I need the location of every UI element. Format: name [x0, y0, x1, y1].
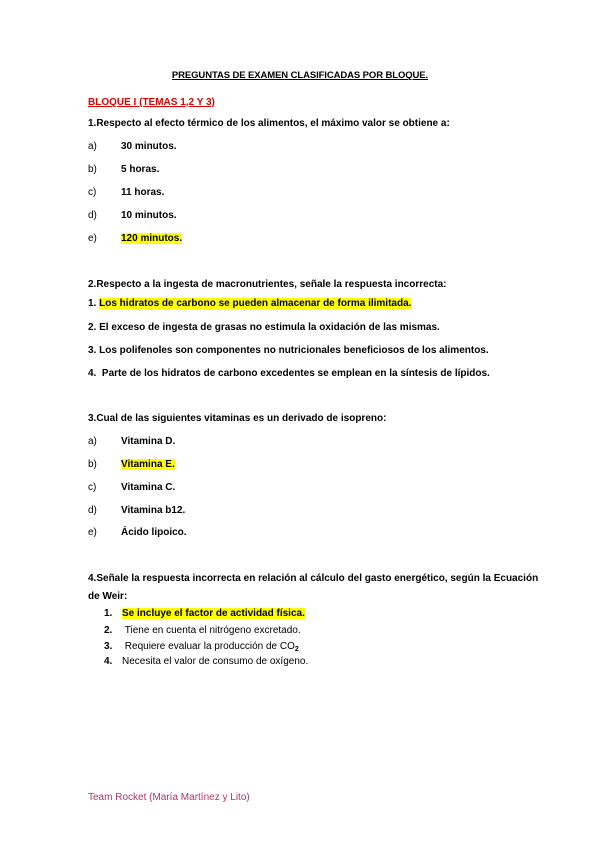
q1-option-b: 5 horas.: [121, 164, 160, 175]
q3-option-letter: b): [88, 459, 97, 470]
q3-option-c: Vitamina C.: [121, 482, 176, 493]
item-text: Los polifenoles son componentes no nutricionales beneficiosos de los alimentos.: [99, 345, 489, 356]
q2-item-2: [88, 322, 440, 333]
q2-item-1: [88, 298, 411, 309]
q1-option-e-correct: [121, 233, 182, 244]
q4-item-3: [104, 641, 299, 653]
highlighted-answer: 120 minutos.: [121, 233, 183, 244]
q1-option-c: 11 horas.: [121, 187, 165, 198]
q4-item-2: [104, 625, 301, 636]
item-text: El exceso de ingesta de grasas no estimula la oxidación de las mismas.: [99, 322, 440, 333]
item-number: 1.: [104, 608, 113, 619]
page-title: PREGUNTAS DE EXAMEN CLASIFICADAS POR BLOQUE.: [171, 70, 429, 81]
q3-option-letter: c): [88, 482, 97, 493]
q3-option-e: Ácido lipoico.: [121, 527, 187, 538]
highlighted-answer: Vitamina E.: [121, 459, 175, 470]
q1-option-letter: d): [88, 210, 97, 221]
item-number: 3.: [104, 641, 113, 652]
q3-option-letter: a): [88, 436, 97, 447]
item-number: 4.: [104, 656, 113, 667]
q3-option-letter: d): [88, 505, 97, 516]
q4-item-1-correct: [104, 608, 305, 619]
q1-option-d: 10 minutos.: [121, 210, 177, 221]
q4-item-4: [104, 656, 308, 667]
highlighted-answer: Los hidratos de carbono se pueden almacenar de forma ilimitada.: [99, 298, 412, 309]
q2-item-4: [88, 368, 490, 379]
q1-option-letter: c): [88, 187, 97, 198]
item-number: 2.: [88, 322, 97, 333]
q3-option-b-correct: [121, 459, 175, 470]
item-text: Tiene en cuenta el nitrógeno excretado.: [124, 625, 301, 636]
question-3: 3.Cual de las siguientes vitaminas es un derivado de isopreno:: [88, 413, 387, 424]
item-number: 3.: [88, 345, 97, 356]
item-number: 4.: [88, 368, 97, 379]
block-heading: BLOQUE I (TEMAS 1,2 Y 3): [88, 97, 215, 108]
q1-option-a: 30 minutos.: [121, 141, 177, 152]
item-text: Parte de los hidratos de carbono excedentes se emplean en la síntesis de lípidos.: [101, 368, 490, 379]
item-text: Requiere evaluar la producción de CO: [124, 641, 295, 652]
q2-item-3: [88, 345, 489, 356]
question-1: 1.Respecto al efecto térmico de los alimentos, el máximo valor se obtiene a:: [88, 118, 450, 129]
question-4-line-2: de Weir:: [88, 591, 128, 602]
item-number: 1.: [88, 298, 97, 309]
q3-option-d: Vitamina b12.: [121, 505, 186, 516]
question-2: 2.Respecto a la ingesta de macronutrientes, señale la respuesta incorrecta:: [88, 279, 447, 290]
q1-option-letter: a): [88, 141, 97, 152]
q1-option-letter: b): [88, 164, 97, 175]
item-number: 2.: [104, 625, 113, 636]
item-text: Necesita el valor de consumo de oxígeno.: [122, 656, 309, 667]
footer-credit: Team Rocket (María Martínez y Lito): [88, 792, 250, 803]
q3-option-a: Vitamina D.: [121, 436, 176, 447]
q3-option-letter: e): [88, 527, 97, 538]
q1-option-letter: e): [88, 233, 97, 244]
subscript: 2: [294, 646, 299, 653]
question-4-line-1: 4.Señale la respuesta incorrecta en relación al cálculo del gasto energético, según la Ecuación: [88, 573, 539, 584]
highlighted-answer: Se incluye el factor de actividad física.: [122, 608, 305, 619]
